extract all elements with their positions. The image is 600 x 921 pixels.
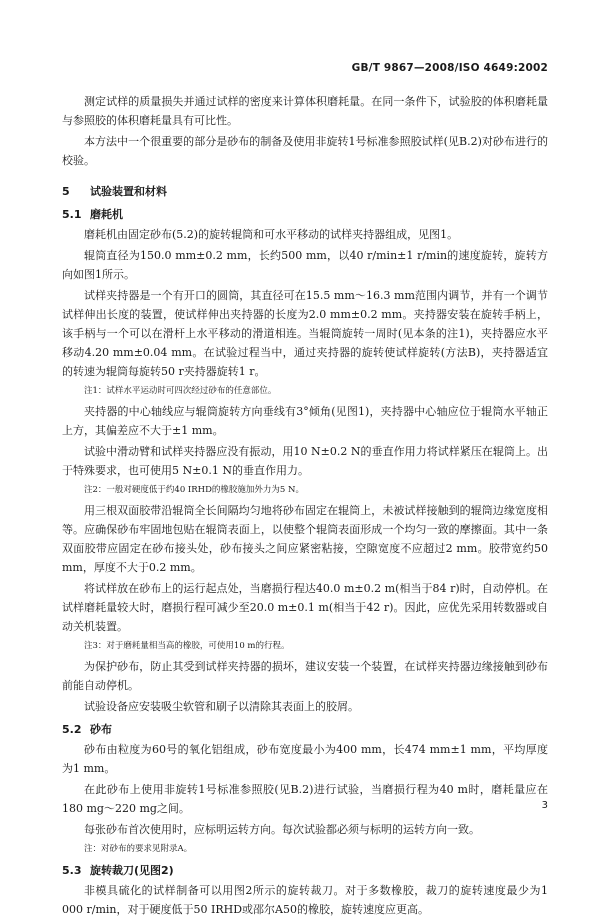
- paragraph: 试样夹持器是一个有开口的圆筒，其直径可在15.5 mm～16.3 mm范围内调节，并有一个调节试样伸出长度的装置，使试样伸出夹持器的长度为2.0 mm±0.2 mm。夹持器安装在旋转手柄上，该手柄与一个可以在滑杆上水平移动的滑道相连。当辊筒旋转一周时(见本条的注1)，夹持器应水平移动4.20 mm±0.04 mm。在试验过程当中，通过夹持器的旋转使试样旋转(方法B)，夹持器适宜的转速为辊筒每旋转50 r夹持器旋转1 r。: [62, 289, 548, 378]
- section-title: 试验装置和材料: [90, 185, 167, 198]
- section-number: 5: [62, 185, 70, 198]
- subsection-title: 旋转裁刀(见图2): [90, 864, 174, 877]
- subsection-title: 砂布: [90, 723, 112, 736]
- subsection-heading: [62, 205, 548, 224]
- subsection-number: 5.2: [62, 723, 82, 736]
- subsection-number: 5.1: [62, 208, 82, 221]
- note: 注：对砂布的要求见附录A。: [84, 844, 193, 854]
- paragraph: 试验设备应安装吸尘软管和刷子以清除其表面上的胶屑。: [84, 700, 359, 713]
- paragraph: 砂布由粒度为60号的氧化铝组成，砂布宽度最小为400 mm，长474 mm±1 mm，平均厚度为1 mm。: [62, 743, 548, 775]
- paragraph: 测定试样的质量损失并通过试样的密度来计算体积磨耗量。在同一条件下，试验胶的体积磨耗量与参照胶的体积磨耗量具有可比性。: [62, 95, 548, 127]
- paragraph: 非模具硫化的试样制备可以用图2所示的旋转裁刀。对于多数橡胶，裁刀的旋转速度最少为1 000 r/min，对于硬度低于50 IRHD或邵尔A50的橡胶，旋转速度应更高。: [62, 884, 548, 916]
- paragraph: 为保护砂布，防止其受到试样夹持器的损坏，建议安装一个装置，在试样夹持器边缘接触到砂布前能自动停机。: [62, 660, 548, 692]
- note: 注2：一般对硬度低于约40 IRHD的橡胶施加外力为5 N。: [84, 485, 304, 495]
- paragraph: 本方法中一个很重要的部分是砂布的制备及使用非旋转1号标准参照胶试样(见B.2)对砂布进行的校验。: [62, 135, 548, 167]
- subsection-heading: [62, 720, 548, 739]
- paragraph: 在此砂布上使用非旋转1号标准参照胶(见B.2)进行试验，当磨损行程为40 m时，磨耗量应在180 mg～220 mg之间。: [62, 783, 548, 815]
- standard-header: GB/T 9867—2008/ISO 4649:2002: [351, 62, 548, 74]
- paragraph: 辊筒直径为150.0 mm±0.2 mm，长约500 mm，以40 r/min±1 r/min的速度旋转，旋转方向如图1所示。: [62, 249, 548, 281]
- paragraph: 每张砂布首次使用时，应标明运转方向。每次试验都必须与标明的运转方向一致。: [84, 823, 480, 836]
- note: 注3：对于磨耗量相当高的橡胶，可使用10 m的行程。: [84, 641, 290, 651]
- subsection-title: 磨耗机: [90, 208, 123, 221]
- document-body: [62, 92, 548, 921]
- paragraph: 夹持器的中心轴线应与辊筒旋转方向垂线有3°倾角(见图1)，夹持器中心轴应位于辊筒水平轴正上方，其偏差应不大于±1 mm。: [62, 405, 548, 437]
- paragraph: 试验中滑动臂和试样夹持器应没有振动，用10 N±0.2 N的垂直作用力将试样紧压在辊筒上。出于特殊要求，也可使用5 N±0.1 N的垂直作用力。: [62, 445, 548, 477]
- paragraph: 用三根双面胶带沿辊筒全长间隔均匀地将砂布固定在辊筒上，未被试样接触到的辊筒边缘宽度相等。应确保砂布牢固地包贴在辊筒表面上，以使整个辊筒表面形成一个均匀一致的摩擦面。其中一条双面胶带应固定在砂布接头处，砂布接头之间应紧密粘接，空隙宽度不应超过2 mm。胶带宽约50 mm，厚度不大于0.2 mm。: [62, 504, 548, 574]
- page-number: 3: [541, 800, 548, 811]
- subsection-heading: [62, 861, 548, 880]
- paragraph: 将试样放在砂布上的运行起点处，当磨损行程达40.0 m±0.2 m(相当于84 r)时，自动停机。在试样磨耗量较大时，磨损行程可减少至20.0 m±0.1 m(相当于42 r)。因此，应优先采用转数器或自动关机装置。: [62, 582, 548, 633]
- note: 注1：试样水平运动时可四次经过砂布的任意部位。: [84, 386, 277, 396]
- subsection-number: 5.3: [62, 864, 82, 877]
- paragraph: 磨耗机由固定砂布(5.2)的旋转辊筒和可水平移动的试样夹持器组成，见图1。: [84, 228, 459, 241]
- section-heading: [62, 182, 548, 201]
